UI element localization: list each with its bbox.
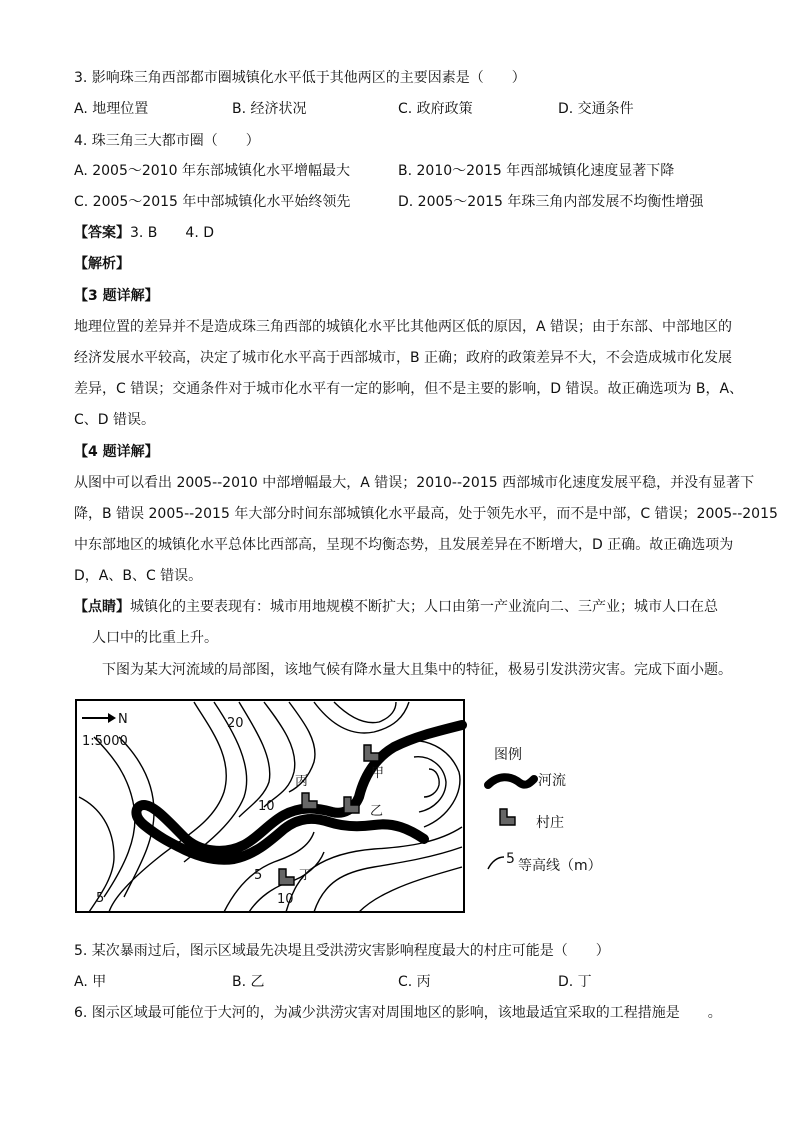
q3-detail-line-1: 地理位置的差异并不是造成珠三角西部的城镇化水平比其他两区低的原因，A 错误；由于东部、中部地区的 [74,319,733,335]
answer-line [74,223,214,243]
contour-label-10-lower: 10 [277,892,294,907]
q5-stem: 5. 某次暴雨过后，图示区域最先决堤且受洪涝灾害影响程度最大的村庄可能是（ ） [74,943,610,959]
point-line-1 [74,597,718,617]
river-basin-map [74,697,594,917]
q3-option-a: A. 地理位置 [74,101,149,117]
contour-label-5-corner: 5 [96,891,105,906]
point-tag: 【点睛】 [74,599,130,615]
q4-detail-line-4: D，A、B、C 错误。 [74,568,203,584]
contour-label-5-center: 5 [254,868,263,883]
point-text-1: 城镇化的主要表现有：城市用地规模不断扩大；人口由第一产业流向二、三产业；城市人口在总 [130,599,718,615]
legend-village: 村庄 [536,815,564,831]
q4-detail-line-2: 降，B 错误 2005--2015 年大部分时间东部城镇化水平最高，处于领先水平，而不是中部，C 错误；2005--2015 [74,506,778,522]
legend-contour-number: 5 [506,851,515,867]
q5-option-b: B. 乙 [232,974,265,990]
answer-text: 3. B 4. D [130,225,214,241]
q4-option-b: B. 2010～2015 年西部城镇化速度显著下降 [398,163,675,179]
point-line-2: 人口中的比重上升。 [92,630,218,646]
village-label-ding: 丁 [299,868,313,883]
contour-label-10-upper: 10 [258,799,275,814]
q5-option-a: A. 甲 [74,974,107,990]
q4-stem: 4. 珠三角三大都市圈（ ） [74,133,260,149]
analysis-tag: 【解析】 [74,256,130,272]
q4-option-c: C. 2005～2015 年中部城镇化水平始终领先 [74,194,351,210]
map-svg [74,697,594,917]
q3-detail-line-4: C、D 错误。 [74,412,156,428]
q3-detail-line-2: 经济发展水平较高，决定了城市化水平高于西部城市，B 正确；政府的政策差异不大，不会造成城市化发展 [74,350,733,366]
village-label-yi: 乙 [370,804,384,819]
legend-river-icon [488,777,534,785]
q3-option-d: D. 交通条件 [558,101,634,117]
q3-detail-tag: 【3 题详解】 [74,288,159,304]
q5-option-d: D. 丁 [558,974,592,990]
q4-detail-line-1: 从图中可以看出 2005--2010 中部增幅最大，A 错误；2010--2015 西部城市化速度发展平稳，并没有显著下 [74,475,755,491]
legend-title: 图例 [494,747,522,763]
legend-river: 河流 [538,773,566,789]
q3-option-c: C. 政府政策 [398,101,473,117]
q4-detail-tag: 【4 题详解】 [74,444,159,460]
map-intro: 下图为某大河流域的局部图，该地气候有降水量大且集中的特征，极易引发洪涝灾害。完成下面小题。 [102,662,732,678]
village-label-bing: 丙 [295,774,309,789]
map-scale: 1:5000 [82,734,128,749]
legend-contour: 等高线（m） [518,858,594,874]
q3-option-b: B. 经济状况 [232,101,307,117]
q5-option-c: C. 丙 [398,974,431,990]
q3-detail-line-3: 差异，C 错误；交通条件对于城市化水平有一定的影响，但不是主要的影响，D 错误。故正确选项为 B，A、 [74,381,744,397]
answer-tag: 【答案】 [74,225,130,241]
legend-village-icon [500,809,515,825]
q4-option-d: D. 2005～2015 年珠三角内部发展不均衡性增强 [398,194,704,210]
q4-detail-line-3: 中东部地区的城镇化水平总体比西部高，呈现不均衡态势，且发展差异在不断增大，D 正确。故正确选项为 [74,537,734,553]
north-label: N [118,712,128,727]
q6-stem: 6. 图示区域最可能位于大河的，为减少洪涝灾害对周围地区的影响，该地最适宜采取的工程措施是 。 [74,1005,722,1021]
q3-stem: 3. 影响珠三角西部都市圈城镇化水平低于其他两区的主要因素是（ ） [74,70,526,86]
q4-option-a: A. 2005～2010 年东部城镇化水平增幅最大 [74,163,350,179]
contour-label-20: 20 [227,716,244,731]
village-label-jia: 甲 [371,766,385,781]
legend-contour-icon [488,857,504,869]
